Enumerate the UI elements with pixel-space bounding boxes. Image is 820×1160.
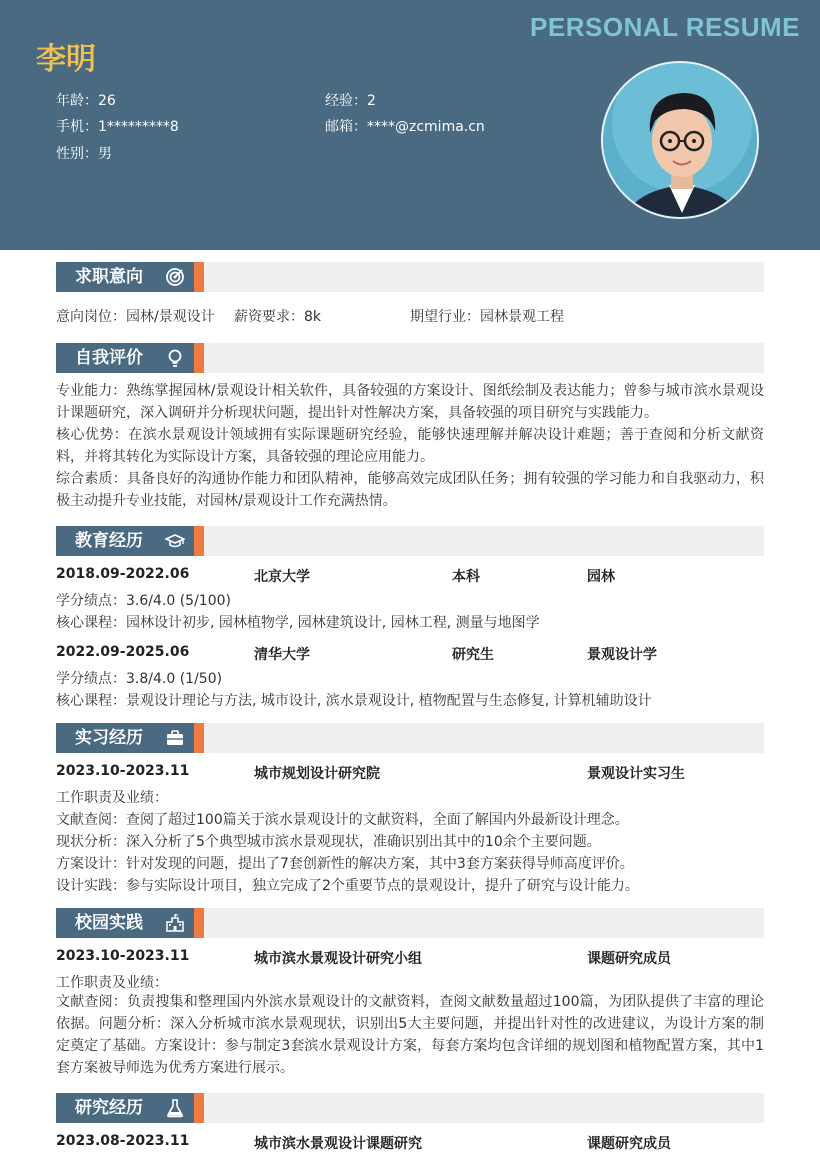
campus-body: 文献查阅：负责搜集和整理国内外滨水景观设计的文献资料，查阅文献数量超过100篇，为团队提供了丰富的理论依据。问题分析：深入分析城市滨水景观现状，识别出5大主要问题，并提出针对性的改进建议，为设计方案的制定奠定了基础。方案设计：参与制定3套滨水景观设计方案，每套方案均包含详细的规划图和植物配置方案，其中1套方案被导师选为优秀方案进行展示。 [56,994,764,1076]
self-eval-quality: 综合素质：具备良好的沟通协作能力和团队精神，能够高效完成团队任务；拥有较强的学习能力和自我驱动力，积极主动提升专业技能，对园林/景观设计工作充满热情。 [56,471,764,509]
intent-industry: 期望行业：园林景观工程 [410,309,564,325]
campus-org: 城市滨水景观设计研究小组 [254,951,422,967]
intern-role: 景观设计实习生 [587,766,685,782]
section-title: 求职意向 [56,262,194,292]
research-role: 课题研究成员 [587,1136,671,1152]
edu-degree: 研究生 [452,647,494,663]
graduation-cap-icon [165,531,185,551]
briefcase-icon [165,728,185,748]
section-accent [194,262,204,292]
email-field: 邮箱：****@zcmima.cn [325,119,485,135]
edu-courses: 核心课程：景观设计理论与方法, 城市设计, 滨水景观设计, 植物配置与生态修复, 计算机辅助设计 [56,693,652,709]
section-accent [194,908,204,938]
intern-line: 设计实践：参与实际设计项目，独立完成了2个重要节点的景观设计，提升了研究与设计能力。 [56,878,639,894]
edu-period: 2018.09-2022.06 [56,566,190,582]
intern-line: 现状分析：深入分析了5个典型城市滨水景观现状，准确识别出其中的10余个主要问题。 [56,834,601,850]
section-accent [194,343,204,373]
intern-line: 文献查阅：查阅了超过100篇关于滨水景观设计的文献资料，全面了解国内外最新设计理念。 [56,812,629,828]
edu-degree: 本科 [452,569,480,585]
edu-gpa: 学分绩点：3.8/4.0 (1/50) [56,671,223,687]
section-title: 自我评价 [56,343,194,373]
edu-major: 景观设计学 [587,647,657,663]
resume-title: PERSONAL RESUME [530,12,800,42]
campus-role: 课题研究成员 [587,951,671,967]
edu-courses: 核心课程：园林设计初步, 园林植物学, 园林建筑设计, 园林工程, 测量与地图学 [56,615,540,631]
research-period: 2023.08-2023.11 [56,1133,190,1149]
flask-icon [165,1098,185,1118]
intern-org: 城市规划设计研究院 [254,766,380,782]
resume-header [0,0,820,250]
section-header-intent [56,262,764,292]
self-eval-advantage: 核心优势：在滨水景观设计领域拥有实际课题研究经验，能够快速理解并解决设计难题；善于查阅和分析文献资料，并将其转化为实际设计方案，具备较强的理论应用能力。 [56,427,764,465]
research-org: 城市滨水景观设计课题研究 [254,1136,422,1152]
section-header-education [56,526,764,556]
section-title: 研究经历 [56,1093,194,1123]
section-header-internship [56,723,764,753]
lightbulb-icon [165,348,185,368]
campus-heading: 工作职责及业绩： [56,975,168,991]
intent-salary: 薪资要求：8k [234,309,322,325]
section-header-campus [56,908,764,938]
gender-field: 性别：男 [56,146,112,162]
self-eval-professional: 专业能力：熟练掌握园林/景观设计相关软件，具备较强的方案设计、图纸绘制及表达能力；曾参与城市滨水景观设计课题研究，深入调研并分析现状问题，提出针对性解决方案，具备较强的项目研究与实践能力。 [56,383,764,421]
school-building-icon [165,913,185,933]
candidate-name: 李明 [36,42,96,77]
section-title: 校园实践 [56,908,194,938]
intern-period: 2023.10-2023.11 [56,763,190,779]
intern-line: 方案设计：针对发现的问题，提出了7套创新性的解决方案，其中3套方案获得导师高度评价。 [56,856,634,872]
phone-field: 手机：1*********8 [56,119,179,135]
experience-field: 经验：2 [325,93,376,109]
edu-school: 清华大学 [254,647,310,663]
avatar [601,61,759,219]
section-title: 教育经历 [56,526,194,556]
section-accent [194,1093,204,1123]
age-field: 年龄：26 [56,93,116,109]
edu-major: 园林 [587,569,615,585]
section-accent [194,723,204,753]
campus-period: 2023.10-2023.11 [56,948,190,964]
target-icon [165,267,185,287]
section-header-self-eval [56,343,764,373]
intent-position: 意向岗位：园林/景观设计 [56,309,215,325]
edu-period: 2022.09-2025.06 [56,644,190,660]
intern-line: 工作职责及业绩： [56,790,168,806]
section-title: 实习经历 [56,723,194,753]
edu-gpa: 学分绩点：3.6/4.0 (5/100) [56,593,231,609]
section-header-research [56,1093,764,1123]
edu-school: 北京大学 [254,569,310,585]
section-accent [194,526,204,556]
